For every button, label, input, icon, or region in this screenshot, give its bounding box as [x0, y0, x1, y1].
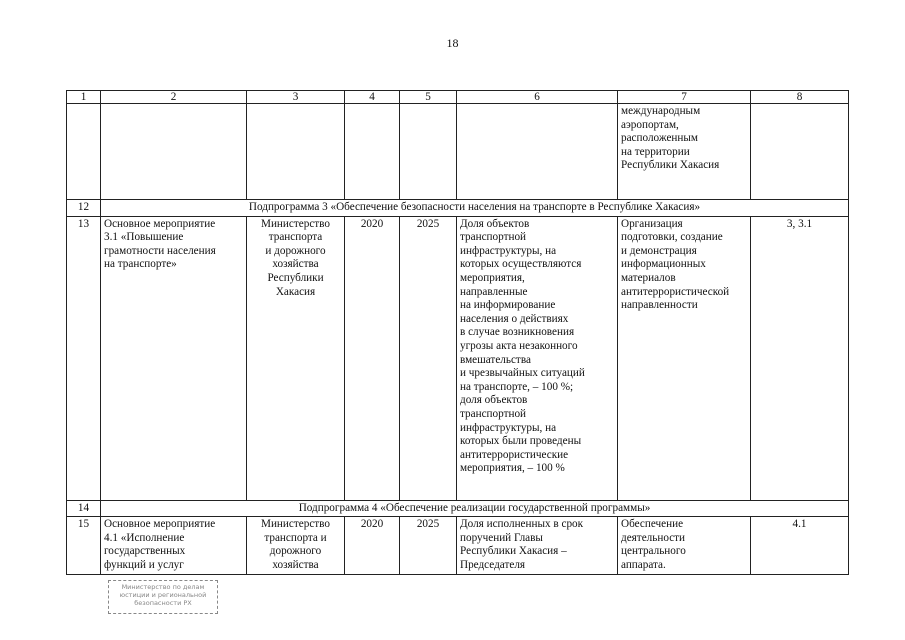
indicator-cell: Доля исполненных в срок поручений Главы Республики Хакасия – Председателя	[457, 517, 618, 575]
start-year-cell: 2020	[345, 517, 400, 575]
end-year-cell: 2025	[400, 216, 457, 500]
table-row	[67, 216, 849, 500]
header-cell-4: 4	[345, 91, 400, 104]
continuation-row	[67, 104, 849, 200]
header-cell-7: 7	[618, 91, 751, 104]
row-number: 15	[67, 517, 101, 575]
indicator-cell: Доля объектов транспортной инфраструктуры, на которых осуществляются мероприятия, направленные на информирование населения о действиях в случае возникновения угрозы акта незаконного вмешательства и чрезвычайных ситуаций на транспорте, – 100 %; доля объектов транспортной инфраструктуры, на которых были проведены антитеррористические мероприятия, – 100 %	[457, 216, 618, 500]
measure-cell: Основное мероприятие 4.1 «Исполнение государственных функций и услуг	[101, 517, 247, 575]
header-cell-5: 5	[400, 91, 457, 104]
header-cell-2: 2	[101, 91, 247, 104]
subprogram-title: Подпрограмма 3 «Обеспечение безопасности населения на транспорте в Республике Хакасия»	[101, 200, 849, 217]
row-number: 14	[67, 500, 101, 517]
page-number: 18	[446, 36, 459, 50]
executor-cell: Министерство транспорта и дорожного хозяйства	[247, 517, 345, 575]
subprogram-3-row	[67, 200, 849, 217]
row-number: 13	[67, 216, 101, 500]
start-year-cell: 2020	[345, 216, 400, 500]
table-row	[67, 517, 849, 575]
header-cell-3: 3	[247, 91, 345, 104]
header-cell-6: 6	[457, 91, 618, 104]
header-cell-1: 1	[67, 91, 101, 104]
continuation-result-cell: международным аэропортам, расположенным на территории Республики Хакасия	[618, 104, 751, 200]
measure-cell: Основное мероприятие 3.1 «Повышение грамотности населения на транспорте»	[101, 216, 247, 500]
registration-stamp: Министерство по делам юстиции и региональной безопасности РХ	[108, 580, 218, 614]
header-cell-8: 8	[751, 91, 849, 104]
subprogram-4-row	[67, 500, 849, 517]
link-cell: 3, 3.1	[751, 216, 849, 500]
result-cell: Организация подготовки, создание и демонстрация информационных материалов антитеррористической направленности	[618, 216, 751, 500]
link-cell: 4.1	[751, 517, 849, 575]
subprogram-title: Подпрограмма 4 «Обеспечение реализации государственной программы»	[101, 500, 849, 517]
executor-cell: Министерство транспорта и дорожного хозяйства Республики Хакасия	[247, 216, 345, 500]
row-number: 12	[67, 200, 101, 217]
result-cell: Обеспечение деятельности центрального аппарата.	[618, 517, 751, 575]
header-row	[67, 91, 849, 104]
end-year-cell: 2025	[400, 517, 457, 575]
program-table	[66, 90, 849, 575]
